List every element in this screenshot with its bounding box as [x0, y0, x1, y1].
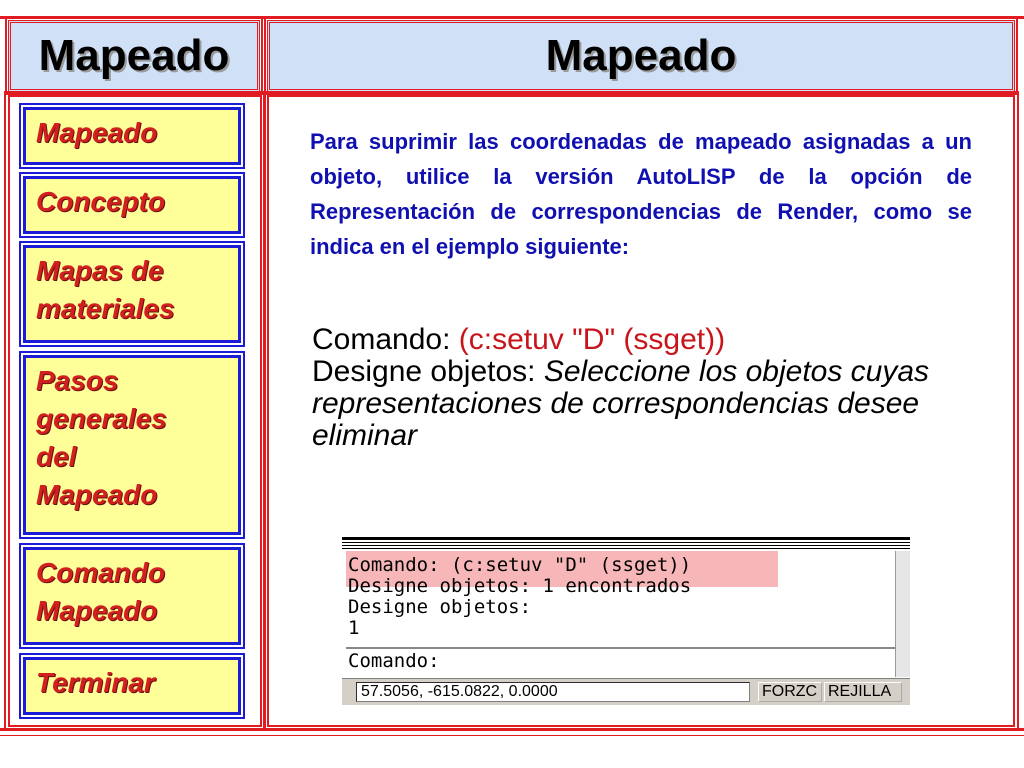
page-title: Mapeado — [545, 31, 737, 80]
history-line: Comando: (c:setuv "D" (ssget)) — [348, 554, 692, 576]
nav-button-mapas-de-materiales[interactable] — [23, 245, 241, 343]
description-paragraph: Para suprimir las coordenadas de mapeado asignadas a un objeto, utilice la versión AutoLISP de la opción de Representación de correspondencias de Render, como se indica en el ejemplo siguiente: — [310, 129, 972, 259]
designe-value: Seleccione los objetos cuyas representaciones de correspondencias desee eliminar — [312, 355, 930, 452]
coordinates-display: 57.5056, -615.0822, 0.0000 — [356, 682, 750, 702]
history-line: 1 — [348, 617, 360, 639]
status-bar — [342, 678, 910, 705]
nav-button-concepto[interactable] — [23, 176, 241, 234]
nav-label: Mapas de materiales — [36, 255, 175, 324]
nav-label: Pasos generales del Mapeado — [36, 365, 167, 510]
command-value: (c:setuv "D" (ssget)) — [458, 323, 726, 356]
snap-toggle-button[interactable]: FORZC — [758, 682, 822, 702]
window-title-stripes — [342, 539, 910, 551]
command-example — [312, 324, 992, 452]
frame-line-bottom-thin — [0, 735, 1024, 736]
nav-label: Comando Mapeado — [36, 557, 166, 626]
command-separator — [346, 647, 906, 649]
frame-line-bottom — [0, 728, 1024, 731]
grid-toggle-button[interactable]: REJILLA — [824, 682, 902, 702]
nav-label: Mapeado — [36, 117, 158, 148]
nav-label: Terminar — [36, 667, 155, 698]
history-line: Designe objetos: 1 encontrados — [348, 575, 692, 597]
nav-button-mapeado[interactable] — [23, 107, 241, 165]
history-line: Designe objetos: — [348, 596, 532, 618]
command-label: Comando: — [312, 323, 451, 356]
command-scrollbar[interactable] — [895, 551, 910, 677]
designe-label: Designe objetos: — [312, 355, 536, 388]
designe-line — [312, 356, 992, 452]
frame-line-top — [0, 16, 1024, 19]
command-history — [348, 555, 691, 639]
left-title: Mapeado — [38, 31, 230, 80]
right-title-box — [267, 20, 1015, 92]
left-title-box — [8, 20, 260, 92]
autocad-command-window — [342, 537, 910, 705]
command-line — [312, 324, 992, 356]
nav-button-comando-mapeado[interactable] — [23, 547, 241, 645]
nav-button-pasos-generales[interactable] — [23, 355, 241, 535]
nav-label: Concepto — [36, 186, 166, 217]
command-prompt-input[interactable]: Comando: — [348, 650, 440, 672]
nav-button-terminar[interactable] — [23, 657, 241, 715]
